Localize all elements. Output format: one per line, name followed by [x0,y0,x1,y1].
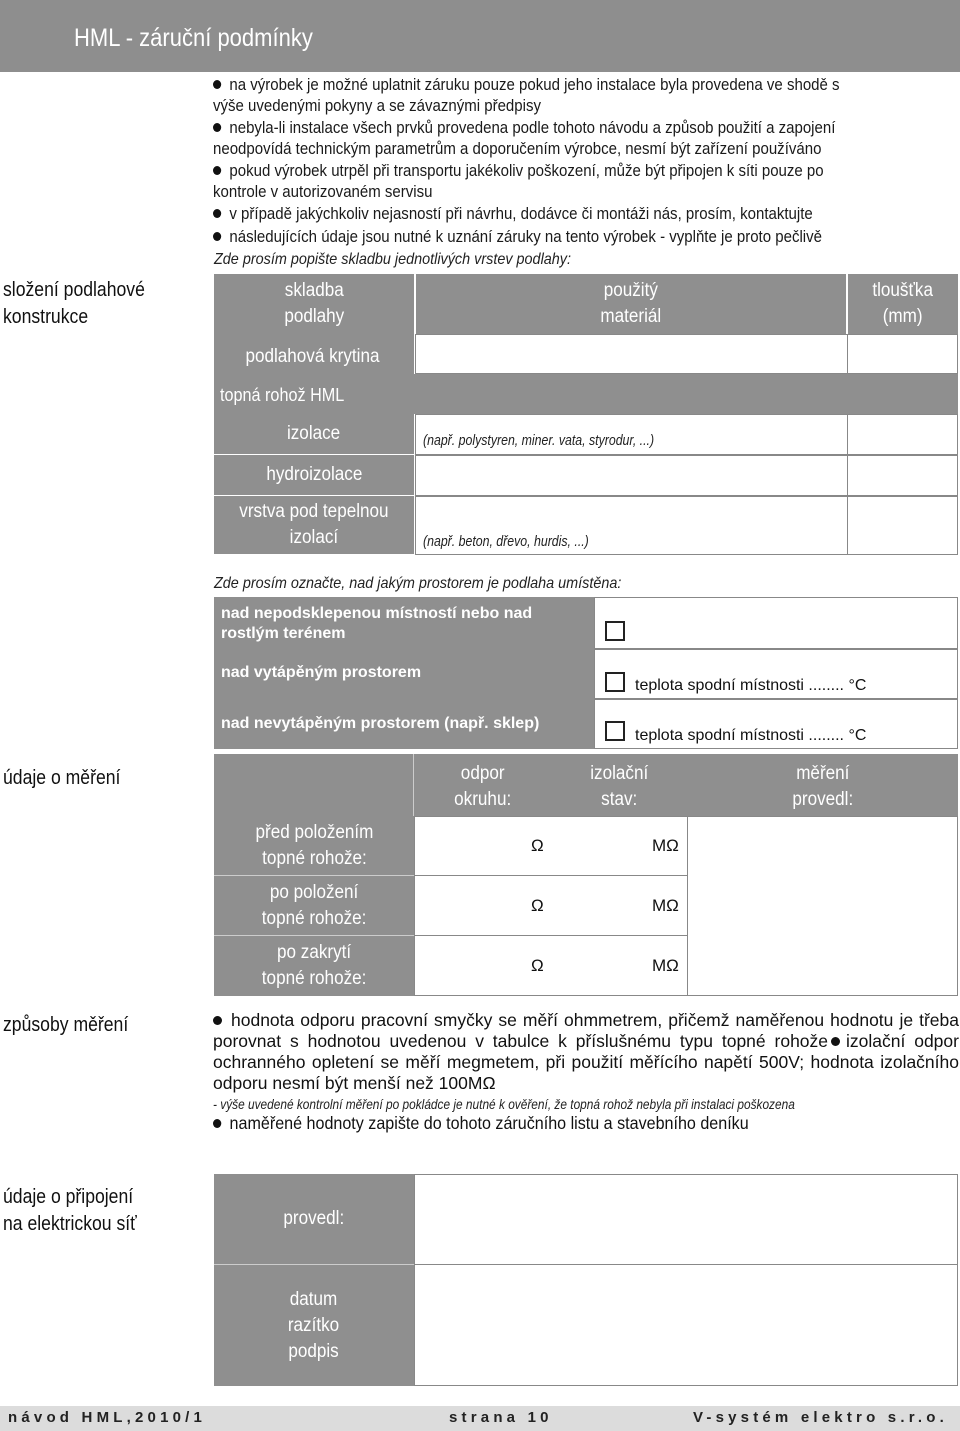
header-skladba: skladba podlahy [214,274,414,334]
connection-stamp-field[interactable] [414,1264,958,1386]
bullet-continuation: kontrole v autorizovaném servisu [213,183,433,201]
location-note: Zde prosím označte, nad jakým prostorem je podlaha umístěna: [214,575,622,592]
measure-row-label: po položení topné rohože: [214,876,414,936]
floor-row-label: vrstva pod tepelnou izolací [214,496,414,554]
methods-note: - výše uvedené kontrolní měření po pokládce je nutné k ověření, že topná rohož nebyla při instalaci poškozena [213,1097,795,1112]
floor-note: Zde prosím popište skladbu jednotlivých vrstev podlahy: [214,251,571,268]
measure-row-label: před položením topné rohože: [214,816,414,876]
bullet-continuation: výše uvedenými pokyny a se závaznými předpisy [213,97,541,115]
header-izolacni: izolační stav: [590,763,649,810]
thickness-field[interactable] [847,496,958,555]
header-tloustka: tloušťka (mm) [848,274,958,334]
checkbox-heated-space[interactable] [605,672,625,692]
floor-row-label: hydroizolace [214,455,414,495]
material-field[interactable] [415,334,848,374]
measure-header-empty [214,754,414,816]
bullet-continuation: neodpovídá technickým parametrům a doporučením výrobce, nesmí být zařízení používáno [213,140,822,158]
location-option-label: nad vytápěným prostorem [221,664,422,681]
megaohm-unit: MΩ [652,956,679,975]
material-hint: (např. polystyren, miner. vata, styrodur, ...) [423,433,655,449]
methods-paragraph: hodnota odporu pracovní smyčky se měří ohmmetrem, přičemž naměřenou hodnotu je třeba porovnat s hodnotou uvedenou v tabulce k příslušnému typu topné rohože izolační odpor ochranného opletení se měří megmetem, při použití měřícího napětí 500V; hodnota izolačního odporu nesmí být menší než 100MΩ [213,1010,959,1093]
bullet-item: na výrobek je možné uplatnit záruku pouze pokud jeho instalace byla provedena ve shodě s [213,75,840,97]
section-label-connection: údaje o připojení na elektrickou síť [3,1186,137,1235]
floor-row-label: izolace [214,414,414,454]
thickness-field[interactable] [847,334,958,374]
location-option-1-cell [594,597,958,649]
connection-provedl-field[interactable] [414,1174,958,1265]
thickness-field[interactable] [847,455,958,496]
location-option-label: nad nevytápěným prostorem (např. sklep) [221,715,540,732]
bullet-item: nebyla-li instalace všech prvků provedena podle tohoto návodu a způsob použití a zapojení [213,118,835,140]
page-title: HML - záruční podmínky [74,24,313,52]
temperature-field[interactable]: teplota spodní místnosti ........ °C [635,677,867,694]
connection-provedl-label: provedl: [214,1174,414,1264]
header-provedl: měření provedl: [792,763,853,810]
section-label-floor: složení podlahové konstrukce [3,279,145,328]
floor-row-label: podlahová krytina [214,334,414,374]
bullet-icon [213,80,221,89]
thickness-field[interactable] [847,414,958,455]
methods-bullet: naměřené hodnoty zapište do tohoto záručního listu a stavebního deníku [213,1113,749,1134]
bullet-icon [213,166,221,175]
measure-row-label: po zakrytí topné rohože: [214,936,414,996]
measured-by-field[interactable] [687,816,958,996]
bullet-item: následujících údaje jsou nutné k uznání záruky na tento výrobek - vyplňte je proto pečlivě [213,227,822,249]
bullet-icon [831,1037,840,1046]
bullet-icon [213,1016,222,1025]
temperature-field[interactable]: teplota spodní místnosti ........ °C [635,727,867,744]
bullet-icon [213,1119,221,1128]
footer-manual: návod HML,2010/1 [8,1409,207,1426]
ohm-unit: Ω [531,836,544,855]
checkbox-unheated-ground[interactable] [605,621,625,641]
bullet-item: v případě jakýchkoliv nejasností při návrhu, dodávce či montáži nás, prosím, kontaktujte [213,204,813,226]
bullet-icon [213,209,221,218]
checkbox-unheated-space[interactable] [605,721,625,741]
footer-page: strana 10 [449,1409,553,1426]
megaohm-unit: MΩ [652,836,679,855]
header-odpor: odpor okruhu: [454,763,512,810]
material-field[interactable] [415,455,848,496]
megaohm-unit: MΩ [652,896,679,915]
ohm-unit: Ω [531,896,544,915]
connection-stamp-label: datum razítko podpis [214,1264,414,1386]
bullet-item: pokud výrobek utrpěl při transportu jakékoliv poškození, může být připojen k síti pouze po [213,161,824,183]
ohm-unit: Ω [531,956,544,975]
location-option-label: nad nepodsklepenou místností nebo nad rostlým terénem [221,605,533,642]
floor-row-label: topná rohož HML [220,385,345,405]
bullet-icon [213,232,221,241]
footer-company: V-systém elektro s.r.o. [693,1409,949,1426]
header-material: použitý materiál [416,274,846,334]
measure-values-field[interactable] [414,875,688,936]
measure-values-field[interactable] [414,935,688,996]
bullet-icon [213,123,221,132]
measure-values-field[interactable] [414,816,688,876]
section-label-methods: způsoby měření [3,1014,129,1036]
material-hint: (např. beton, dřevo, hurdis, ...) [423,534,589,550]
section-label-measure: údaje o měření [3,767,121,789]
